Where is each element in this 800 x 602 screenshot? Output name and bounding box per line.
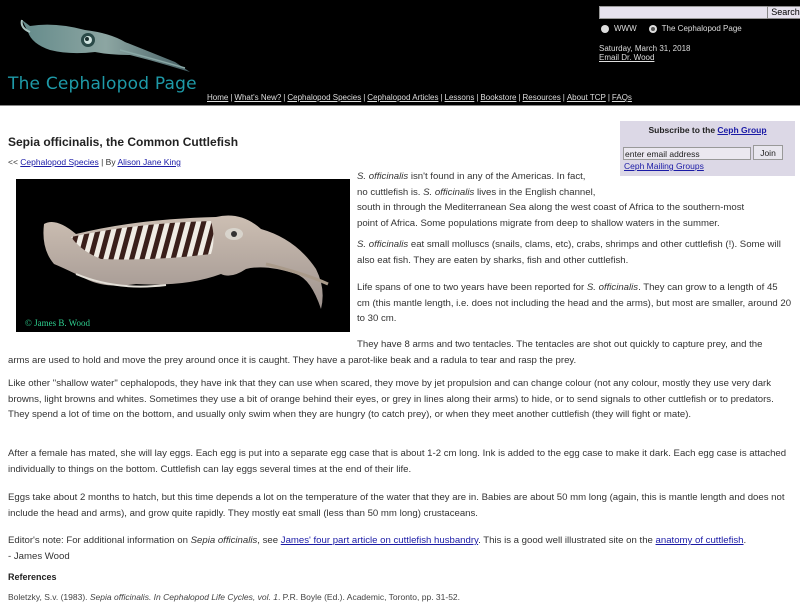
nav-separator: | <box>607 93 610 102</box>
site-header <box>0 0 800 106</box>
nav-separator: | <box>476 93 479 102</box>
radio-www[interactable] <box>601 25 609 33</box>
species-name: S. officinalis <box>586 282 639 293</box>
paragraph-ink: Like other "shallow water" cephalopods, they have ink that they can use when scared, they move by jet propulsion and can change colour (not any colour, mostly they use very dark browns, light browns and whites. Sometimes they use a bit of orange behind their eyes, or grey in lines along their arms) to hide, or to send signals to other cuttlefish or to predators. They spend a lot of time on the bottom, and usually only swim when they are hungry (to catch prey), or when they meet another cuttlefish (they will fight or mate). <box>8 378 774 420</box>
author-link[interactable]: Alison Jane King <box>117 157 181 167</box>
text: Boletzky, S.v. (1983). <box>8 592 90 602</box>
nav-faqs[interactable]: FAQs <box>611 93 632 102</box>
text: south in through the Mediterranean Sea along the west coast of Africa to the southern-most <box>357 202 745 213</box>
nav-about-tcp[interactable]: About TCP <box>566 93 606 102</box>
nav-separator: | <box>562 93 565 102</box>
paragraph-eggs: After a female has mated, she will lay eggs. Each egg is put into a separate egg case that is about 1-2 cm long. Ink is added to the egg case to make it dark. Each egg case is attached individually to things on the bottom. Cuttlefish can lay eggs several times at the end of their life. <box>8 448 787 475</box>
ceph-mailing-groups-link[interactable]: Ceph Mailing Groups <box>624 161 704 171</box>
text: Editor's note: For additional information on <box>8 535 191 546</box>
nav-resources[interactable]: Resources <box>522 93 561 102</box>
nav-bookstore[interactable]: Bookstore <box>480 93 517 102</box>
radio-cephalopod-page[interactable] <box>649 25 657 33</box>
text: . They can grow to a length of 45 cm (this mantle length, i.e. does not including the head and the arms), but most are smaller, around 20 to 30 cm. <box>357 282 792 324</box>
photo-credit: © James B. Wood <box>25 318 90 328</box>
nav-home[interactable]: Home <box>207 93 229 102</box>
paragraph-hatching: Eggs take about 2 months to hatch, but this time depends a lot on the temperature of the water that they are in. Babies are about 50 mm long (again, this is mantle length and does not include the head and arms), and grow quite rapidly. They mostly eat small (less than 50 mm long) crustaceans. <box>8 492 785 519</box>
nav-whats-new[interactable]: What's New? <box>234 93 282 102</box>
nav-cephalopod-articles[interactable]: Cephalopod Articles <box>367 93 439 102</box>
paragraph-lifespan <box>357 280 793 327</box>
back-link-cephalopod-species[interactable]: Cephalopod Species <box>20 157 99 167</box>
text: They have 8 arms and two tentacles. The tentacles are shot out quickly to capture prey, and the <box>357 339 763 350</box>
radio-cephalopod-page-label: The Cephalopod Page <box>661 24 742 33</box>
subscribe-title <box>620 125 795 135</box>
nav-separator: | <box>440 93 443 102</box>
join-button[interactable]: Join <box>753 145 783 160</box>
paragraph-diet <box>357 237 793 268</box>
cuttlefish-image-icon <box>16 179 350 332</box>
text: . P.R. Boyle (Ed.). Academic, Toronto, pp. 31-52. <box>277 592 461 602</box>
text: . <box>743 535 747 546</box>
ceph-group-link[interactable]: Ceph Group <box>717 125 767 135</box>
email-dr-wood-link[interactable]: Email Dr. Wood <box>599 53 655 62</box>
text: arms are used to hold and move the prey around once it is caught. They have a parot-like beak and a radula to tear and rasp the prey. <box>8 354 577 366</box>
nav-cephalopod-species[interactable]: Cephalopod Species <box>287 93 362 102</box>
text: Life spans of one to two years have been reported for <box>357 282 587 293</box>
paragraph-distribution <box>357 169 797 231</box>
page-title: Sepia officinalis, the Common Cuttlefish <box>8 135 239 149</box>
species-name: S. officinalis <box>357 239 409 250</box>
breadcrumb-prefix: << <box>8 157 21 167</box>
paragraph-arms <box>8 337 793 368</box>
nav-separator: | <box>283 93 286 102</box>
references-heading: References <box>8 572 57 582</box>
species-name: Sepia officinalis <box>190 535 258 546</box>
search-input[interactable] <box>599 6 768 19</box>
text: no cuttlefish is. <box>357 186 424 198</box>
anatomy-link[interactable]: anatomy of cuttlefish <box>655 535 744 546</box>
editor-note <box>8 533 793 564</box>
current-date: Saturday, March 31, 2018 <box>599 44 691 53</box>
nav-lessons[interactable]: Lessons <box>444 93 475 102</box>
text: Sepia officinalis. In Cephalopod Life Cycles, vol. 1 <box>89 592 278 602</box>
text: . This is a good well illustrated site on the <box>478 535 656 546</box>
nav-separator: | <box>230 93 233 102</box>
email-field[interactable] <box>623 147 751 160</box>
cuttlefish-photo <box>16 179 350 332</box>
text: lives in the English channel, <box>474 186 596 198</box>
subscribe-box <box>620 121 795 176</box>
text: , see <box>257 535 281 546</box>
nav-separator: | <box>363 93 366 102</box>
radio-www-label: WWW <box>614 24 637 33</box>
site-title: The Cephalopod Page <box>8 74 197 94</box>
byline-by: | By <box>98 157 118 167</box>
breadcrumb <box>8 157 181 167</box>
text: eat small molluscs (snails, clams, etc), crabs, shrimps and other cuttlefish (!). Some will also eat fish. They are eaten by sharks, fish and other cuttlefish. <box>357 239 781 266</box>
species-name: S. officinalis <box>357 171 409 182</box>
main-nav <box>207 93 632 102</box>
squid-logo-icon <box>0 0 200 80</box>
text: point of Africa. Some populations migrate from deep to shallow waters in the summer. <box>357 217 720 229</box>
search-scope <box>601 24 742 33</box>
species-name: S. officinalis <box>423 186 475 198</box>
site-logo[interactable] <box>0 0 200 105</box>
text: isn't found in any of the Americas. In fact, <box>408 171 586 182</box>
search-button[interactable]: Search <box>767 6 800 19</box>
editor-signature: - James Wood <box>8 550 70 562</box>
subscribe-prefix: Subscribe to the <box>648 125 718 135</box>
nav-separator: | <box>518 93 521 102</box>
reference-item <box>8 592 460 602</box>
husbandry-article-link[interactable]: James' four part article on cuttlefish husbandry <box>280 535 479 546</box>
